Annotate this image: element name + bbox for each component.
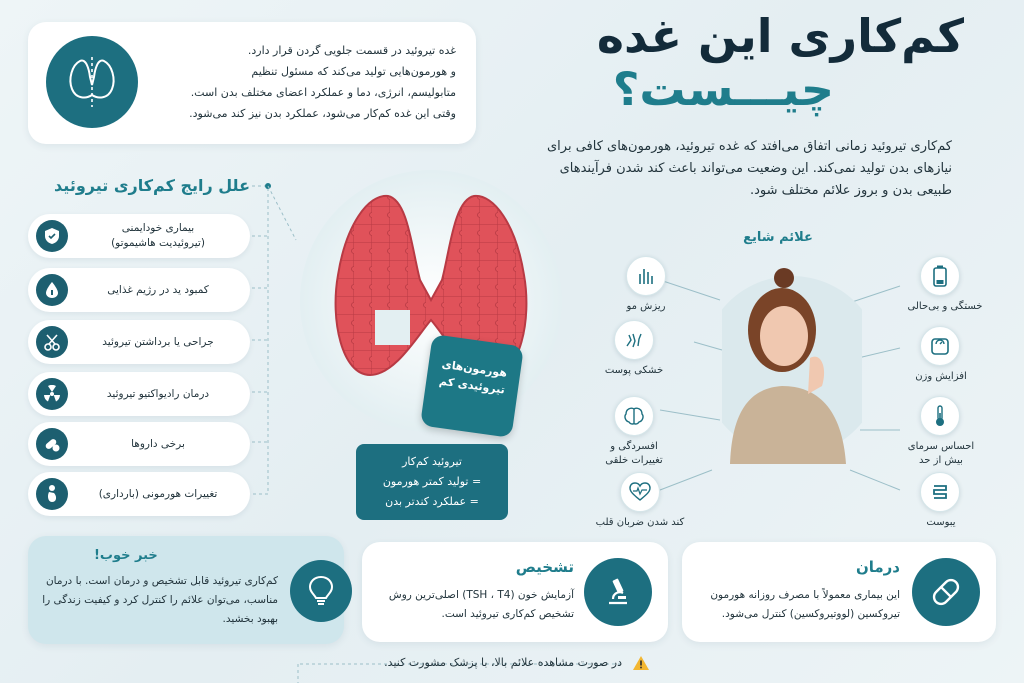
- good-news-title: خبر خوب!: [94, 548, 158, 563]
- symptoms-title: علائم شایع: [743, 230, 813, 245]
- cause-item: [28, 214, 250, 258]
- cause-item: [28, 268, 250, 312]
- cause-label: کمبود ید در رژیم غذایی: [107, 283, 209, 296]
- puzzle-piece: [420, 334, 524, 438]
- summary-line: = تولید کمتر هورمون: [382, 475, 482, 488]
- title-line-1: کم‌کاری این غده: [596, 9, 964, 63]
- title-line-2: چیـــست؟: [612, 61, 834, 116]
- gland-info-line: غده تیروئید در قسمت جلویی گردن قرار دارد.: [247, 44, 456, 57]
- treatment-text: این بیماری معمولاً با مصرف روزانه هورمون تیروکسین (لووتیروکسین) کنترل می‌شود.: [710, 589, 900, 620]
- cause-item: [28, 422, 250, 466]
- hair-icon: [626, 256, 666, 296]
- cause-label: تغییرات هورمونی (بارداری): [98, 487, 218, 500]
- good-news-card: [28, 536, 344, 644]
- good-news-text: کم‌کاری تیروئید قابل تشخیص و درمان است. با درمان مناسب، می‌توان علائم را کنترل کرد و کیفیت زندگی را بهبود بخشید.: [42, 575, 278, 625]
- scissors-icon: [36, 326, 68, 358]
- diagnosis-text: آزمایش خون (TSH ، T4) اصلی‌ترین روش تشخیص کم‌کاری تیروئید است.: [388, 589, 574, 620]
- cause-item: [28, 372, 250, 416]
- patient-photo: [722, 268, 862, 464]
- thermometer-icon: [920, 396, 960, 436]
- intestine-icon: [920, 472, 960, 512]
- heart-icon: [620, 472, 660, 512]
- cause-label: برخی داروها: [131, 437, 185, 450]
- diagnosis-card: [362, 542, 668, 642]
- symptom-label: احساس سرمای بیش از حد: [907, 441, 975, 466]
- battery-icon: [920, 256, 960, 296]
- symptom-label: خستگی و بی‌حالی: [907, 301, 983, 312]
- puzzle-label: هورمون‌های تیروئیدی کم: [438, 357, 508, 397]
- summary-line: = عملکرد کندتر بدن: [385, 495, 479, 508]
- radiation-icon: [36, 378, 68, 410]
- cause-item: [28, 320, 250, 364]
- symptom-label: افزایش وزن: [915, 371, 967, 382]
- treatment-card: [682, 542, 996, 642]
- shield-icon: [36, 220, 68, 252]
- capsule-icon: [912, 558, 980, 626]
- intro-paragraph: کم‌کاری تیروئید زمانی اتفاق می‌افتد که غده تیروئید، هورمون‌های کافی برای نیازهای بدن تولید نمی‌کند. این وضعیت می‌تواند باعث کند شدن فرآیندهای طبیعی بدن و بروز علائم مختلف شود.: [547, 139, 952, 198]
- skin-icon: [614, 320, 654, 360]
- summary-box: [356, 444, 508, 520]
- symptom-label: کند شدن ضربان قلب: [595, 517, 685, 528]
- cause-label: جراحی یا برداشتن تیروئید: [102, 335, 214, 348]
- summary-line: تیروئید کم‌کار: [402, 455, 462, 468]
- gland-info-line: وقتی این غده کم‌کار می‌شود، عملکرد بدن نیز کند می‌شود.: [189, 107, 456, 120]
- symptom-label: ریزش مو: [626, 301, 666, 312]
- causes-title: علل رایج کم‌کاری تیروئید: [54, 176, 250, 195]
- cause-label: بیماری خودایمنی (تیروئیدیت هاشیموتو): [111, 222, 205, 249]
- cause-label: درمان رادیواکتیو تیروئید: [106, 387, 210, 400]
- symptom-label: یبوست: [926, 517, 956, 528]
- brain-icon: [614, 396, 654, 436]
- warning-icon: [632, 655, 650, 675]
- diagnosis-title: تشخیص: [515, 558, 574, 576]
- symptom-label: افسردگی و تغییرات خلقی: [605, 441, 663, 466]
- drop-icon: [36, 274, 68, 306]
- footer-note: در صورت مشاهده علائم بالا، با پزشک مشورت کنید.: [384, 656, 622, 669]
- lightbulb-icon: [290, 560, 352, 622]
- symptom-label: خشکی پوست: [604, 365, 664, 376]
- gland-info-line: متابولیسم، انرژی، دما و عملکرد اعضای مختلف بدن است.: [190, 86, 456, 99]
- pregnancy-icon: [36, 478, 68, 510]
- scale-icon: [920, 326, 960, 366]
- microscope-icon: [584, 558, 652, 626]
- cause-item: [28, 472, 250, 516]
- pills-icon: [36, 428, 68, 460]
- treatment-title: درمان: [855, 558, 900, 576]
- gland-info-line: و هورمون‌هایی تولید می‌کند که مسئول تنظیم: [251, 65, 456, 78]
